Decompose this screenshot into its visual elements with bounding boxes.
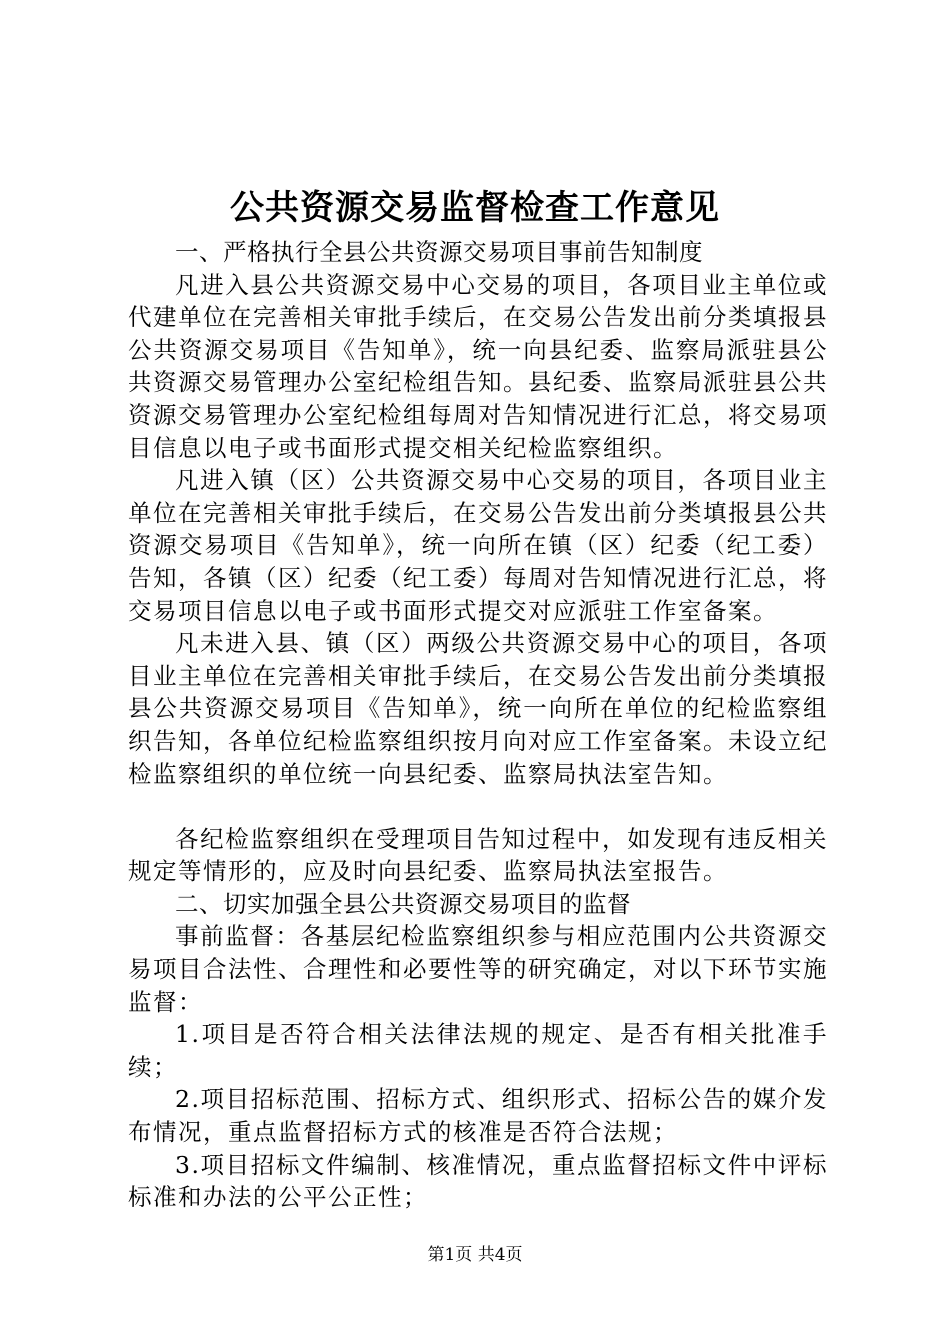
paragraph: 事前监督：各基层纪检监察组织参与相应范围内公共资源交易项目合法性、合理性和必要性等的研究确定，对以下环节实施监督： — [128, 922, 828, 1016]
list-item: 2.项目招标范围、招标方式、组织形式、招标公告的媒介发布情况，重点监督招标方式的核准是否符合法规； — [128, 1085, 828, 1147]
blank-line — [128, 790, 828, 823]
paragraph: 各纪检监察组织在受理项目告知过程中，如发现有违反相关规定等情形的，应及时向县纪委、监察局执法室报告。 — [128, 824, 828, 886]
document-body — [128, 236, 828, 1214]
document-title: 公共资源交易监督检查工作意见 — [230, 188, 720, 228]
paragraph: 凡未进入县、镇（区）两级公共资源交易中心的项目，各项目业主单位在完善相关审批手续后，在交易公告发出前分类填报县公共资源交易项目《告知单》，统一向所在单位的纪检监察组织告知，各单位纪检监察组织按月向对应工作室备案。未设立纪检监察组织的单位统一向县纪委、监察局执法室告知。 — [128, 629, 828, 788]
paragraph: 凡进入镇（区）公共资源交易中心交易的项目，各项目业主单位在完善相关审批手续后，在交易公告发出前分类填报县公共资源交易项目《告知单》，统一向所在镇（区）纪委（纪工委）告知，各镇（区）纪委（纪工委）每周对告知情况进行汇总，将交易项目信息以电子或书面形式提交对应派驻工作室备案。 — [128, 466, 828, 625]
list-item: 3.项目招标文件编制、核准情况，重点监督招标文件中评标标准和办法的公平公正性； — [128, 1150, 828, 1212]
list-item: 1.项目是否符合相关法律法规的规定、是否有相关批准手续； — [128, 1020, 828, 1081]
paragraph: 凡进入县公共资源交易中心交易的项目，各项目业主单位或代建单位在完善相关审批手续后，在交易公告发出前分类填报县公共资源交易项目《告知单》，统一向县纪委、监察局派驻县公共资源交易管理办公室纪检组告知。县纪委、监察局派驻县公共资源交易管理办公室纪检组每周对告知情况进行汇总，将交易项目信息以电子或书面形式提交相关纪检监察组织。 — [128, 270, 828, 462]
page-footer: 第1页 共4页 — [427, 1245, 523, 1265]
section-heading-2: 二、切实加强全县公共资源交易项目的监督 — [175, 889, 631, 918]
section-heading-1: 一、严格执行全县公共资源交易项目事前告知制度 — [175, 238, 703, 266]
